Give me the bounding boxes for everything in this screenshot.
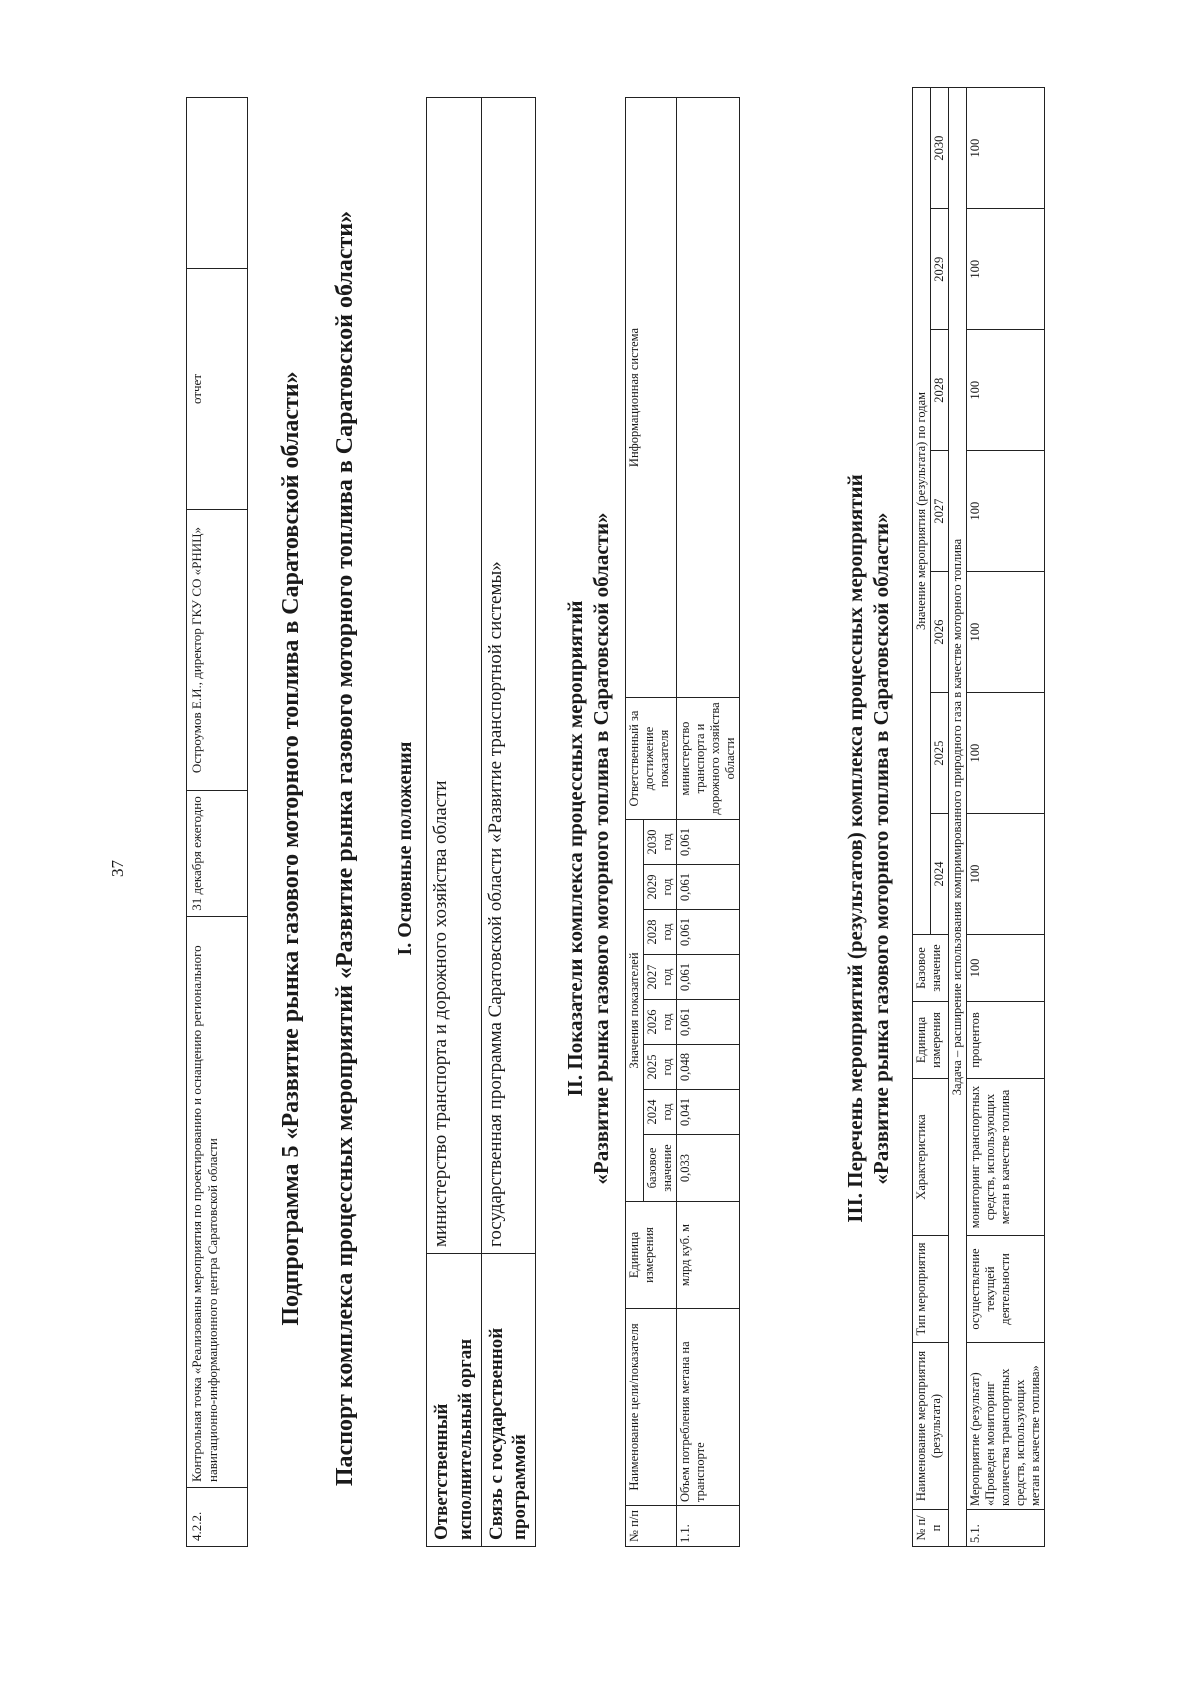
row-value: 100 [967,209,1045,330]
header-year: 2028 год [644,910,677,955]
section-3-title-line1: III. Перечень мероприятий (результатов) комплекса процессных мероприятий [843,474,867,1223]
row-value: 100 [967,88,1045,209]
responsible-label: Ответственный исполнительный орган [427,1254,482,1547]
header-char: Характеристика [913,1079,949,1236]
header-values-group: Значение мероприятия (результата) по годам [913,88,931,935]
row-type: осуществление текущей деятельности [967,1236,1045,1343]
row-value: 100 [967,572,1045,693]
header-type: Тип мероприятия [913,1236,949,1343]
header-year: 2030 [931,88,949,209]
header-year: 2024 год [644,1090,677,1135]
section-3-title-line2: «Развитие рынка газового моторного топлива в Саратовской области» [869,512,894,1185]
section-2-title-line1: II. Показатели комплекса процессных мероприятий [563,600,587,1097]
section-3-title [842,0,895,1697]
row-value: 0,048 [677,1045,740,1090]
cp-document: отчет [187,269,248,510]
row-value: 0,061 [677,865,740,910]
header-year: 2025 [931,693,949,814]
passport-title: Паспорт комплекса процессных мероприятий «Развитие рынка газового моторного топлива в Саратовской области» [332,210,358,1487]
row-base: 100 [967,935,1045,1002]
row-value: 100 [967,330,1045,451]
row-num: 5.1. [967,1510,1045,1547]
header-responsible: Ответственный за достижение показателя [626,698,677,820]
row-system [677,98,740,698]
link-value: государственная программа Саратовской области «Развитие транспортной системы» [481,98,536,1254]
row-num: 1.1. [677,1506,740,1547]
row-value: 0,061 [677,1000,740,1045]
header-year: 2027 [931,451,949,572]
table-row [427,98,482,1547]
row-unit: процентов [967,1002,1045,1079]
section-1-title: I. Основные положения [394,741,416,956]
header-name: Наименование мероприятия (результата) [913,1343,949,1510]
row-name: Мероприятие (результат) «Проведен мониторинг количества транспортных средств, использующих метан в качестве топлива» [967,1343,1045,1510]
header-name: Наименование цели/показателя [626,1309,677,1506]
header-year: 2024 [931,814,949,935]
indicators-table [625,97,740,1547]
row-value: 100 [967,451,1045,572]
responsible-value: министерство транспорта и дорожного хозяйства области [427,98,482,1254]
section-2-title [562,0,615,1697]
basic-provisions-table [426,97,536,1547]
header-unit: Единица измерения [626,1202,677,1309]
header-year: 2025 год [644,1045,677,1090]
header-year: 2029 [931,209,949,330]
task-text: Задача – расширение использования компримированного природного газа в качестве моторного топлива [949,88,967,1547]
task-row [949,88,967,1547]
header-year: 2026 год [644,1000,677,1045]
cp-responsible: Остроумов Е.И., директор ГКУ СО «РНИЦ» [187,510,248,791]
page-number: 37 [108,860,127,877]
subprogram-title: Подпрограмма 5 «Развитие рынка газового моторного топлива в Саратовской области» [278,371,304,1326]
header-unit: Единица измерения [913,1002,949,1079]
header-year: 2028 [931,330,949,451]
cp-text: Контрольная точка «Реализованы мероприятия по проектированию и оснащению регионального навигационно-информационного центра Саратовской области [187,917,248,1488]
header-year: 2027 год [644,955,677,1000]
link-label: Связь с государственной программой [481,1254,536,1547]
row-base: 0,033 [677,1135,740,1202]
row-unit: млрд куб. м [677,1202,740,1309]
header-num: № п/п [913,1510,949,1547]
header-year: 2029 год [644,865,677,910]
table-row [967,88,1045,1547]
table-row [481,98,536,1547]
cp-number: 4.2.2. [187,1488,248,1547]
header-num: № п/п [626,1506,677,1547]
row-char: мониторинг транспортных средств, использующих метан в качестве топлива [967,1079,1045,1236]
control-point-table [186,97,248,1547]
events-table [912,87,1045,1547]
table-row [187,98,248,1547]
row-value: 0,061 [677,820,740,865]
header-row [626,98,644,1547]
header-year: 2026 [931,572,949,693]
header-system: Информационная система [626,98,677,698]
table-row [677,98,740,1547]
row-value: 100 [967,693,1045,814]
row-responsible: министерство транспорта и дорожного хозяйства области [677,698,740,820]
row-value: 0,061 [677,910,740,955]
header-year: 2030 год [644,820,677,865]
header-values-group: Значения показателей [626,820,644,1202]
header-base: базовое значение [644,1135,677,1202]
row-name: Объем потребления метана на транспорте [677,1309,740,1506]
header-row [913,88,931,1547]
cp-system [187,98,248,269]
row-value: 100 [967,814,1045,935]
header-base: Базовое значение [913,935,949,1002]
cp-date: 31 декабря ежегодно [187,791,248,917]
row-value: 0,041 [677,1090,740,1135]
section-2-title-line2: «Развитие рынка газового моторного топлива в Саратовской области» [589,512,614,1185]
row-value: 0,061 [677,955,740,1000]
